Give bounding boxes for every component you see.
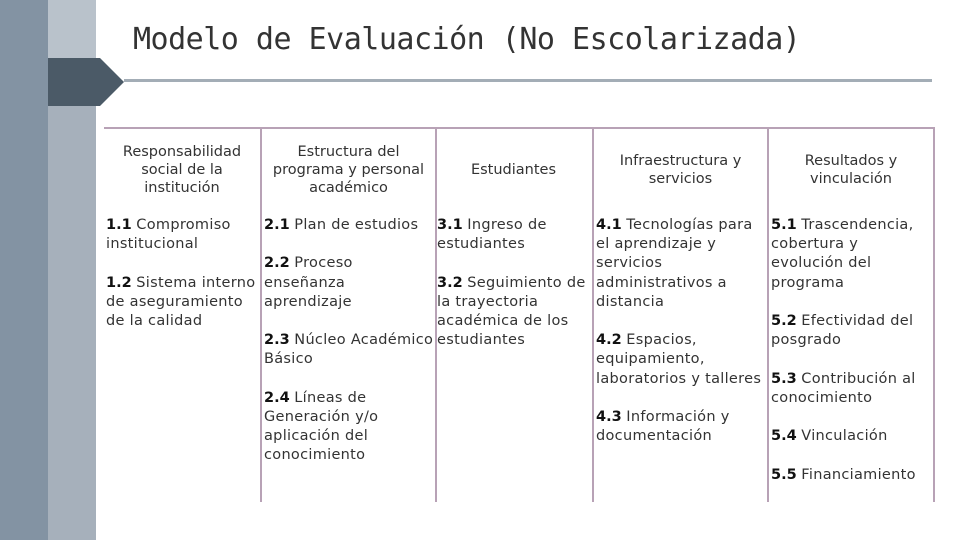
criterion-item	[596, 408, 767, 446]
criterion-number: 2.4	[264, 389, 290, 406]
criterion-item	[437, 216, 592, 254]
evaluation-table	[104, 125, 934, 502]
criterion-text: Contribución al conocimiento	[771, 370, 916, 406]
criterion-text: Líneas de Generación y/o aplicación del conocimiento	[264, 389, 379, 464]
criterion-text: Trascendencia, cobertura y evolución del programa	[771, 217, 914, 291]
criterion-item	[264, 216, 435, 235]
criterion-item	[264, 389, 435, 466]
column-4	[594, 125, 767, 502]
criterion-text: Núcleo Académico Básico	[264, 332, 434, 368]
criterion-text: Espacios, equipamiento, laboratorios y talleres	[596, 332, 762, 387]
column-5	[769, 125, 933, 502]
criterion-text: Compromiso institucional	[106, 217, 231, 253]
criterion-text: Información y documentación	[596, 409, 730, 445]
criterion-text: Seguimiento de la trayectoria académica de los estudiantes	[437, 274, 586, 349]
criterion-number: 3.1	[437, 217, 463, 233]
criterion-text: Sistema interno de aseguramiento de la calidad	[106, 274, 256, 329]
column-items	[596, 216, 767, 466]
criterion-number: 5.2	[771, 313, 797, 329]
column-2	[262, 125, 435, 502]
criterion-number: 5.3	[771, 370, 797, 387]
criterion-number: 1.2	[106, 274, 132, 291]
criterion-item	[771, 427, 933, 446]
criterion-number: 5.1	[771, 217, 797, 233]
criterion-text: Vinculación	[801, 428, 888, 445]
criterion-number: 1.1	[106, 217, 132, 233]
criterion-text: Financiamiento	[801, 466, 916, 483]
column-header: Infraestructura y servicios	[619, 153, 742, 187]
criterion-item	[771, 370, 933, 408]
criterion-item	[264, 331, 435, 369]
arrow-tab-shape	[48, 58, 124, 106]
column-header: Estructura del programa y personal académico	[272, 144, 425, 196]
criterion-number: 2.1	[264, 217, 290, 233]
column-header: Responsabilidad social de la institución	[122, 144, 242, 196]
column-divider	[933, 127, 935, 502]
column-items	[771, 216, 933, 504]
column-3	[435, 125, 592, 502]
criterion-text: Efectividad del posgrado	[771, 313, 914, 349]
criterion-item	[771, 216, 933, 293]
column-1	[104, 125, 260, 502]
column-header: Resultados y vinculación	[804, 153, 898, 187]
criterion-text: Proceso enseñanza aprendizaje	[264, 255, 353, 310]
side-bar-dark	[0, 0, 48, 540]
criterion-number: 3.2	[437, 274, 463, 291]
criterion-item	[596, 216, 767, 312]
column-items	[264, 216, 435, 485]
title-rule	[124, 79, 932, 82]
column-items	[106, 216, 260, 350]
criterion-item	[106, 216, 260, 254]
side-bar-top-accent	[48, 0, 96, 58]
criterion-text: Ingreso de estudiantes	[437, 217, 547, 253]
criterion-number: 4.2	[596, 332, 622, 349]
criterion-number: 5.5	[771, 466, 797, 483]
criterion-number: 2.2	[264, 255, 290, 272]
criterion-text: Plan de estudios	[294, 217, 419, 233]
criterion-number: 4.3	[596, 409, 622, 425]
criterion-number: 5.4	[771, 428, 797, 445]
criterion-item	[771, 466, 933, 485]
criterion-item	[596, 331, 767, 389]
criterion-item	[771, 312, 933, 350]
criterion-item	[437, 274, 592, 351]
column-items	[437, 216, 592, 370]
criterion-item	[106, 274, 260, 332]
criterion-number: 2.3	[264, 332, 290, 349]
slide-title: Modelo de Evaluación (No Escolarizada)	[133, 22, 801, 57]
criterion-item	[264, 254, 435, 312]
criterion-number: 4.1	[596, 217, 622, 233]
column-header: Estudiantes	[470, 162, 557, 178]
criterion-text: Tecnologías para el aprendizaje y servicios administrativos a distancia	[596, 217, 753, 310]
